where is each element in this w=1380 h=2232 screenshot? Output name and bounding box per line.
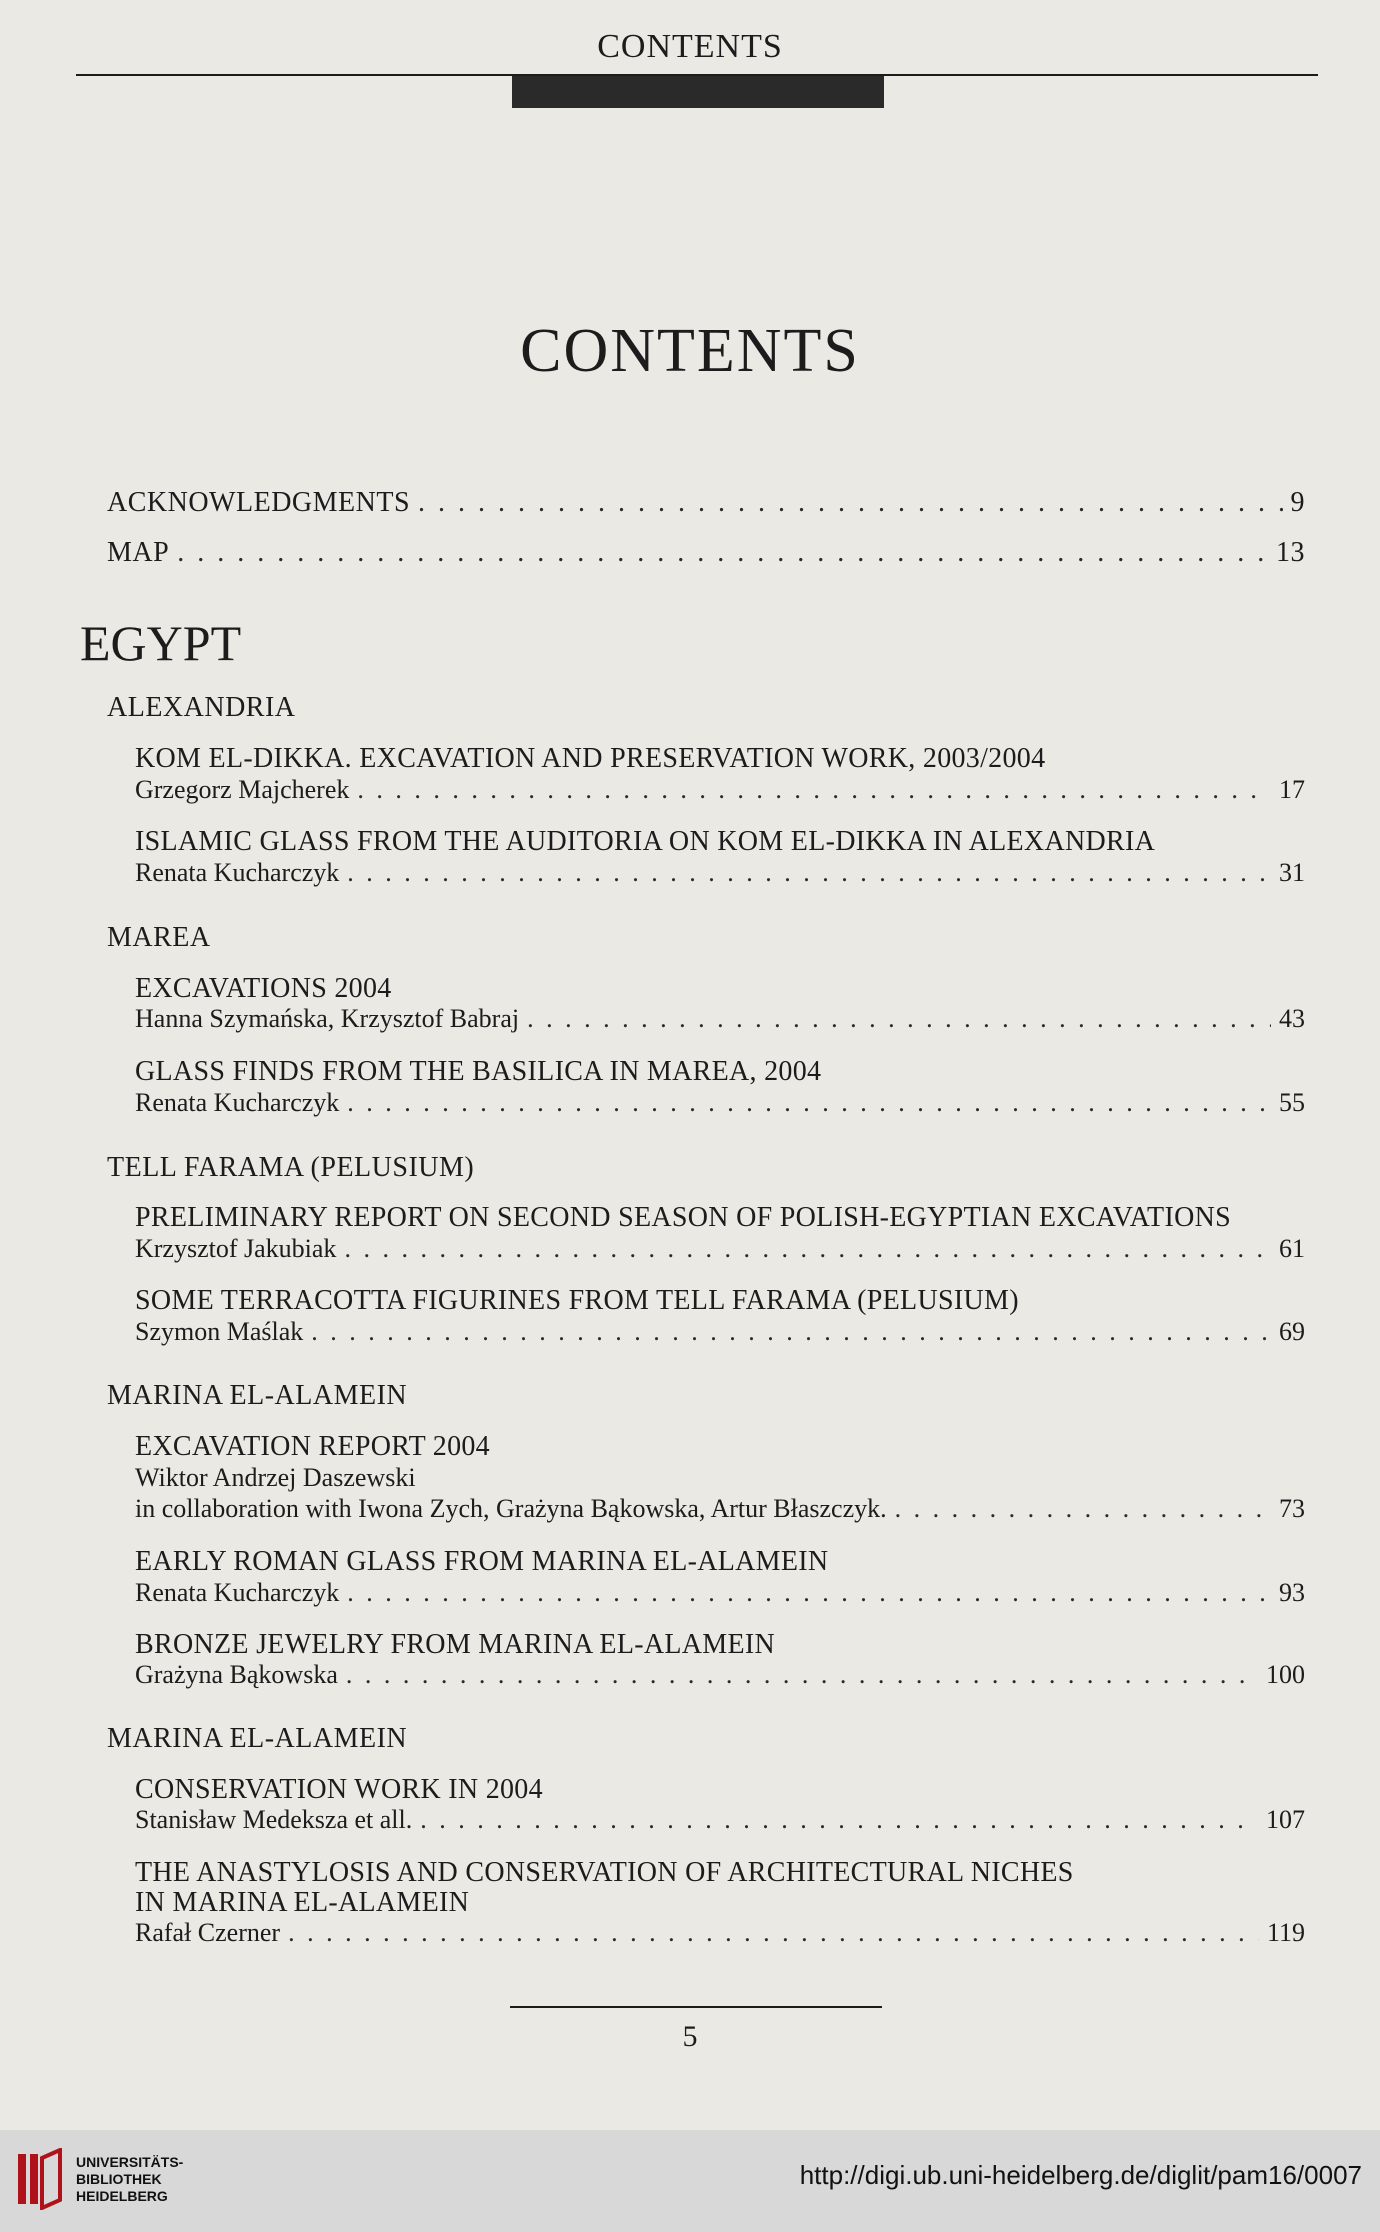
library-logo-icon xyxy=(16,2148,62,2210)
toc-entry[interactable] xyxy=(135,1234,1305,1264)
toc-entry[interactable] xyxy=(135,1918,1305,1948)
entry-title: KOM EL-DIKKA. EXCAVATION AND PRESERVATION WORK, 2003/2004 xyxy=(135,743,1046,774)
toc-label: MAP xyxy=(107,537,170,568)
entry-author: Hanna Szymańska, Krzysztof Babraj xyxy=(135,1004,520,1033)
library-footer xyxy=(0,2130,1380,2232)
toc-page: 55 xyxy=(1279,1088,1305,1117)
group-heading: ALEXANDRIA xyxy=(107,692,296,723)
toc-page: 69 xyxy=(1279,1317,1305,1346)
entry-author: Stanisław Medeksza et all. xyxy=(135,1805,413,1834)
leader-dots xyxy=(311,1317,1271,1347)
leader-dots xyxy=(357,775,1271,805)
leader-dots xyxy=(347,858,1271,888)
toc-page: 119 xyxy=(1266,1918,1305,1947)
entry-title-continued: IN MARINA EL-ALAMEIN xyxy=(135,1887,470,1918)
running-header: CONTENTS xyxy=(597,28,783,65)
toc-page: 17 xyxy=(1279,775,1305,804)
leader-dots xyxy=(347,1578,1271,1608)
library-name-line: BIBLIOTHEK xyxy=(76,2171,162,2187)
entry-title: PRELIMINARY REPORT ON SECOND SEASON OF POLISH-EGYPTIAN EXCAVATIONS xyxy=(135,1202,1231,1233)
entry-author: in collaboration with Iwona Zych, Grażyna Bąkowska, Artur Błaszczyk. xyxy=(135,1494,887,1523)
entry-title: CONSERVATION WORK IN 2004 xyxy=(135,1774,543,1805)
leader-dots xyxy=(177,537,1268,569)
toc-entry[interactable] xyxy=(135,1317,1305,1347)
entry-author: Renata Kucharczyk xyxy=(135,1088,340,1117)
library-name-line: HEIDELBERG xyxy=(76,2188,168,2204)
entry-author: Rafał Czerner xyxy=(135,1918,281,1947)
group-heading: MARINA EL-ALAMEIN xyxy=(107,1380,408,1411)
entry-title: BRONZE JEWELRY FROM MARINA EL-ALAMEIN xyxy=(135,1629,776,1660)
entry-title: ISLAMIC GLASS FROM THE AUDITORIA ON KOM EL-DIKKA IN ALEXANDRIA xyxy=(135,826,1156,857)
leader-dots xyxy=(420,1805,1258,1835)
entry-author: Wiktor Andrzej Daszewski xyxy=(135,1463,416,1492)
toc-entry[interactable] xyxy=(135,1088,1305,1118)
toc-entry-map[interactable] xyxy=(107,537,1305,569)
entry-title: EXCAVATIONS 2004 xyxy=(135,973,392,1004)
entry-author: Grzegorz Majcherek xyxy=(135,775,350,804)
toc-page: 73 xyxy=(1279,1494,1305,1523)
leader-dots xyxy=(895,1494,1271,1524)
toc-page: 13 xyxy=(1276,537,1305,568)
entry-author: Renata Kucharczyk xyxy=(135,1578,340,1607)
leader-dots xyxy=(527,1004,1271,1034)
leader-dots xyxy=(346,1660,1258,1690)
toc-entry[interactable] xyxy=(135,1494,1305,1524)
toc-page: 31 xyxy=(1279,858,1305,887)
entry-author: Krzysztof Jakubiak xyxy=(135,1234,337,1263)
library-name-line: UNIVERSITÄTS- xyxy=(76,2154,184,2170)
entry-title: EXCAVATION REPORT 2004 xyxy=(135,1431,490,1462)
group-heading: TELL FARAMA (PELUSIUM) xyxy=(107,1152,475,1183)
toc-entry[interactable] xyxy=(135,1660,1305,1690)
header-bar xyxy=(512,76,884,108)
footer-rule xyxy=(510,2006,882,2008)
toc-entry[interactable] xyxy=(135,1004,1305,1034)
entry-author: Szymon Maślak xyxy=(135,1317,304,1346)
entry-title: THE ANASTYLOSIS AND CONSERVATION OF ARCHITECTURAL NICHES xyxy=(135,1857,1074,1888)
toc-page: 100 xyxy=(1266,1660,1305,1689)
section-heading: EGYPT xyxy=(80,615,242,671)
toc-page: 43 xyxy=(1279,1004,1305,1033)
toc-page: 9 xyxy=(1290,487,1305,518)
entry-author: Grażyna Bąkowska xyxy=(135,1660,338,1689)
source-url-link[interactable]: http://digi.ub.uni-heidelberg.de/diglit/pam16/0007 xyxy=(799,2160,1362,2190)
toc-page: 107 xyxy=(1266,1805,1305,1834)
entry-title: EARLY ROMAN GLASS FROM MARINA EL-ALAMEIN xyxy=(135,1546,829,1577)
leader-dots xyxy=(347,1088,1271,1118)
toc-page: 61 xyxy=(1279,1234,1305,1263)
entry-title: GLASS FINDS FROM THE BASILICA IN MAREA, 2004 xyxy=(135,1056,822,1087)
group-heading: MAREA xyxy=(107,922,211,953)
page-number: 5 xyxy=(682,2020,698,2053)
toc-page: 93 xyxy=(1279,1578,1305,1607)
library-name xyxy=(76,2154,183,2205)
toc-entry[interactable] xyxy=(135,858,1305,888)
leader-dots xyxy=(288,1918,1259,1948)
entry-author: Renata Kucharczyk xyxy=(135,858,340,887)
toc-entry[interactable] xyxy=(135,1805,1305,1835)
toc-entry-acknowledgments[interactable] xyxy=(107,487,1305,519)
leader-dots xyxy=(418,487,1282,519)
group-heading: MARINA EL-ALAMEIN xyxy=(107,1723,408,1754)
entry-title: SOME TERRACOTTA FIGURINES FROM TELL FARAMA (PELUSIUM) xyxy=(135,1285,1019,1316)
toc-entry[interactable] xyxy=(135,1578,1305,1608)
toc-entry[interactable] xyxy=(135,775,1305,805)
page-title: CONTENTS xyxy=(520,317,860,385)
leader-dots xyxy=(344,1234,1271,1264)
toc-label: ACKNOWLEDGMENTS xyxy=(107,487,411,518)
